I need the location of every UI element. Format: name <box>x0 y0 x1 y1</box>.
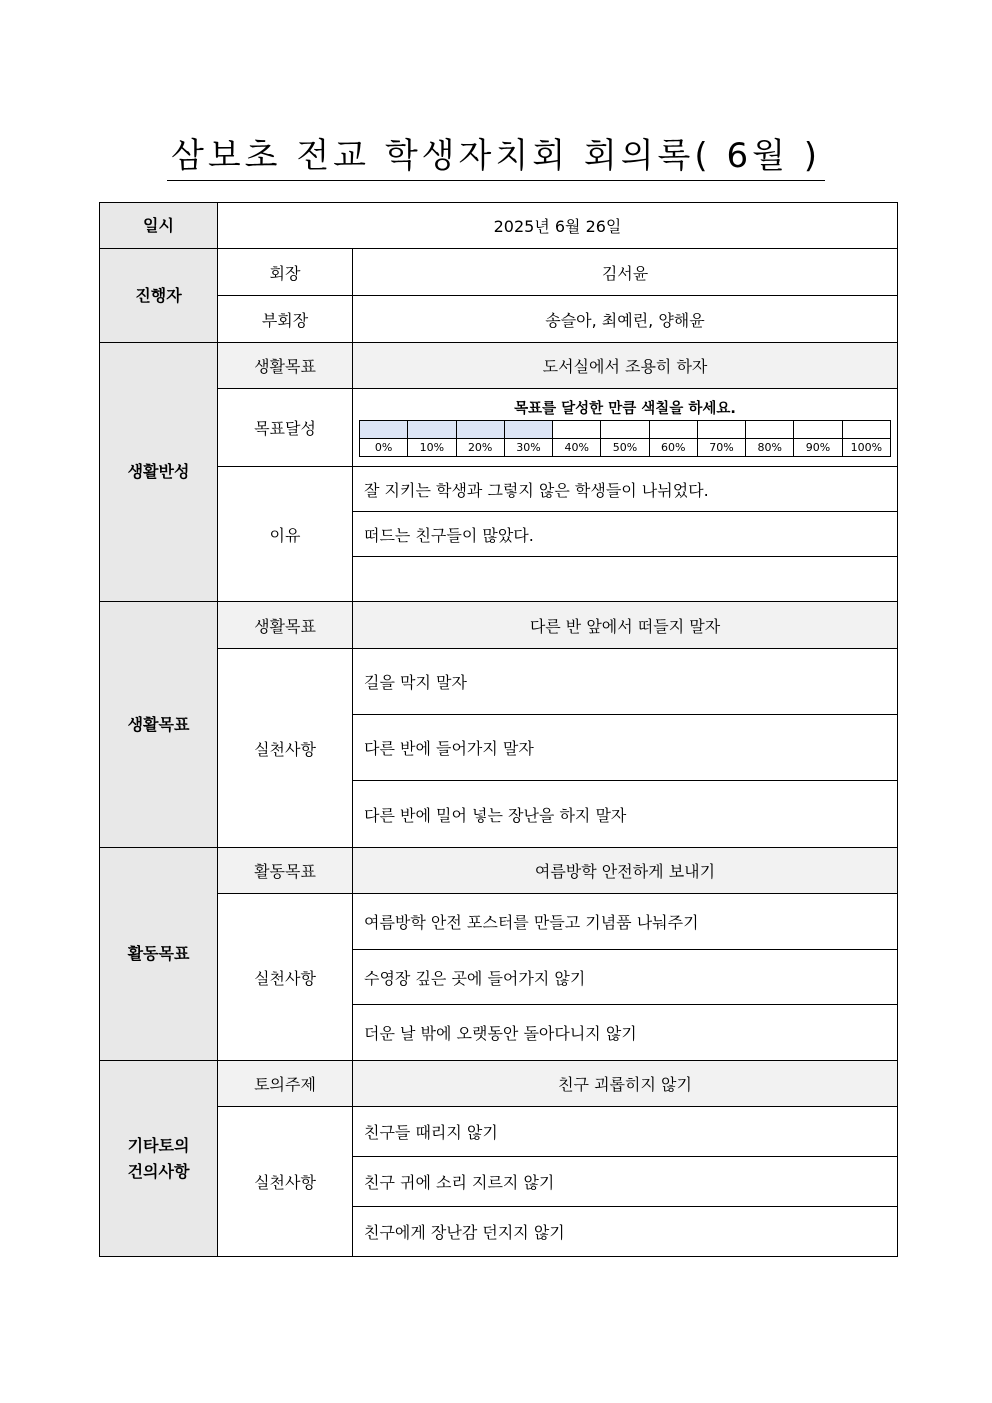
gauge-scale-label: 60% <box>649 439 697 457</box>
presenters-label: 진행자 <box>100 249 218 343</box>
other-section-label <box>100 1061 218 1257</box>
reason-row-1 <box>100 467 898 512</box>
vice-label: 부회장 <box>218 296 353 343</box>
gauge-scale-label: 50% <box>601 439 649 457</box>
reason-label: 이유 <box>218 467 353 602</box>
gauge-fill-cell <box>456 421 504 439</box>
activity-section-label: 활동목표 <box>100 848 218 1061</box>
achievement-cell <box>353 389 898 467</box>
other-practice-label: 실천사항 <box>218 1107 353 1257</box>
practice-item: 더운 날 밖에 오랫동안 돌아다니지 않기 <box>353 1005 898 1061</box>
gauge-fill-cell <box>553 421 601 439</box>
reflection-goal-label: 생활목표 <box>218 343 353 389</box>
president-label: 회장 <box>218 249 353 296</box>
reason-item <box>353 557 898 602</box>
datetime-value: 2025년 6월 26일 <box>218 203 898 249</box>
other-label-line2: 건의사항 <box>127 1161 190 1181</box>
gauge-fill-cell <box>504 421 552 439</box>
gauge-scale-label: 100% <box>842 439 890 457</box>
life-goal-label: 생활목표 <box>218 602 353 649</box>
life-practice-label: 실천사항 <box>218 649 353 848</box>
reflection-goal-row <box>100 343 898 389</box>
minutes-table <box>99 202 898 1257</box>
datetime-row <box>100 203 898 249</box>
reason-item: 잘 지키는 학생과 그렇지 않은 학생들이 나뉘었다. <box>353 467 898 512</box>
vice-row <box>100 296 898 343</box>
reason-item: 떠드는 친구들이 많았다. <box>353 512 898 557</box>
life-goal-section-label: 생활목표 <box>100 602 218 848</box>
document-title: 삼보초 전교 학생자치회 회의록( 6월 ) <box>167 136 825 181</box>
practice-item: 친구에게 장난감 던지지 않기 <box>353 1207 898 1257</box>
activity-goal-value: 여름방학 안전하게 보내기 <box>353 848 898 894</box>
other-topic-row <box>100 1061 898 1107</box>
life-goal-value: 다른 반 앞에서 떠들지 말자 <box>353 602 898 649</box>
gauge-scale-row <box>360 439 891 457</box>
other-label-line1: 기타토의 <box>127 1135 190 1155</box>
document-title-wrap <box>0 136 992 181</box>
gauge-scale-label: 10% <box>408 439 456 457</box>
gauge-fill-cell <box>842 421 890 439</box>
president-row <box>100 249 898 296</box>
gauge-fill-cell <box>697 421 745 439</box>
life-goal-row <box>100 602 898 649</box>
gauge-fill-cell <box>601 421 649 439</box>
gauge-scale-label: 90% <box>794 439 842 457</box>
achievement-row <box>100 389 898 467</box>
gauge-scale-label: 80% <box>746 439 794 457</box>
activity-practice-label: 실천사항 <box>218 894 353 1061</box>
gauge-scale-label: 70% <box>697 439 745 457</box>
other-practice-row-1 <box>100 1107 898 1157</box>
president-value: 김서윤 <box>353 249 898 296</box>
practice-item: 다른 반에 밀어 넣는 장난을 하지 말자 <box>353 781 898 848</box>
activity-goal-row <box>100 848 898 894</box>
practice-item: 친구들 때리지 않기 <box>353 1107 898 1157</box>
vice-value: 송슬아, 최예린, 양해윤 <box>353 296 898 343</box>
practice-item: 여름방학 안전 포스터를 만들고 기념품 나눠주기 <box>353 894 898 950</box>
gauge-fill-cell <box>746 421 794 439</box>
activity-goal-label: 활동목표 <box>218 848 353 894</box>
life-practice-row-1 <box>100 649 898 715</box>
gauge-scale-label: 40% <box>553 439 601 457</box>
achievement-instruction: 목표를 달성한 만큼 색칠을 하세요. <box>514 401 736 417</box>
practice-item: 친구 귀에 소리 지르지 않기 <box>353 1157 898 1207</box>
gauge-scale-label: 0% <box>360 439 408 457</box>
achievement-label: 목표달성 <box>218 389 353 467</box>
practice-item: 다른 반에 들어가지 말자 <box>353 715 898 781</box>
gauge-scale-label: 30% <box>504 439 552 457</box>
gauge-fill-cell <box>649 421 697 439</box>
other-topic-label: 토의주제 <box>218 1061 353 1107</box>
gauge-fill-cell <box>408 421 456 439</box>
practice-item: 수영장 깊은 곳에 들어가지 않기 <box>353 950 898 1005</box>
achievement-gauge <box>359 420 891 457</box>
datetime-label: 일시 <box>100 203 218 249</box>
reflection-label: 생활반성 <box>100 343 218 602</box>
other-topic-value: 친구 괴롭히지 않기 <box>353 1061 898 1107</box>
gauge-fill-row <box>360 421 891 439</box>
practice-item: 길을 막지 말자 <box>353 649 898 715</box>
gauge-fill-cell <box>794 421 842 439</box>
gauge-scale-label: 20% <box>456 439 504 457</box>
activity-practice-row-1 <box>100 894 898 950</box>
reflection-goal-value: 도서실에서 조용히 하자 <box>353 343 898 389</box>
gauge-fill-cell <box>360 421 408 439</box>
